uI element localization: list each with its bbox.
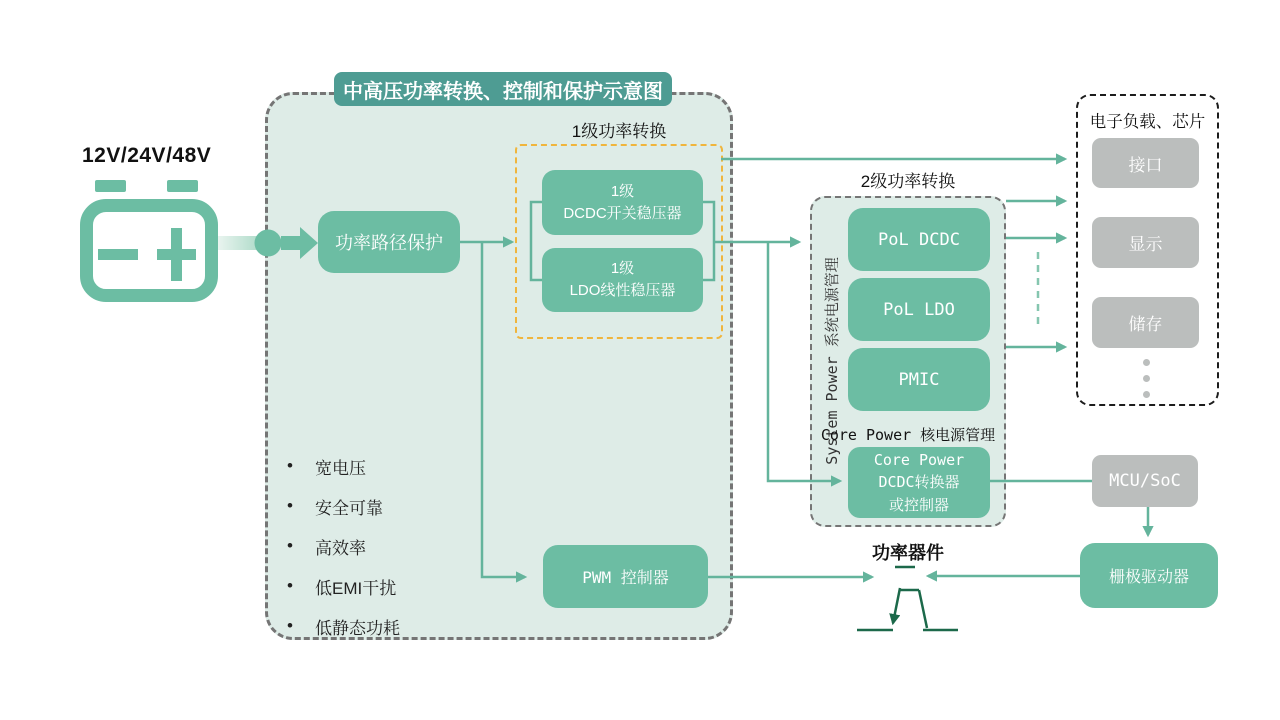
power-device-label: 功率器件 xyxy=(872,543,944,563)
node-line: 1级 xyxy=(610,260,635,278)
ellipsis-dot-icon xyxy=(1143,375,1150,382)
battery-terminal-icon xyxy=(95,180,126,192)
list-item: • 低静态功耗 xyxy=(283,606,483,646)
node-line: 或控制器 xyxy=(888,495,949,514)
list-item: • 宽电压 xyxy=(283,446,483,486)
node-line: 1级 xyxy=(610,182,635,200)
source-voltage-label: 12V/24V/48V xyxy=(82,144,212,167)
list-item: • 安全可靠 xyxy=(283,486,483,526)
node-stage1-ldo xyxy=(542,248,703,312)
ellipsis-dot-icon xyxy=(1143,391,1150,398)
stage1-label: 1级功率转换 xyxy=(571,122,667,141)
node-line: Core Power xyxy=(873,450,965,469)
ellipsis-dot-icon xyxy=(1143,359,1150,366)
node-mcu-soc: MCU/SoC xyxy=(1092,455,1198,507)
battery-terminal-icon xyxy=(167,180,198,192)
node-pwm-controller: PWM 控制器 xyxy=(543,545,708,608)
plus-icon xyxy=(171,228,182,281)
node-line: LDO线性稳压器 xyxy=(569,282,676,299)
node-stage1-dcdc xyxy=(542,170,703,235)
minus-icon xyxy=(98,249,138,260)
node-line: DCDC开关稳压器 xyxy=(563,204,682,222)
node-gate-driver: 栅极驱动器 xyxy=(1080,543,1218,608)
node-pol-dcdc: PoL DCDC xyxy=(848,208,990,271)
node-load-interface: 接口 xyxy=(1092,138,1199,188)
page-title: 中高压功率转换、控制和保护示意图 xyxy=(334,72,672,106)
feature-list xyxy=(283,446,483,646)
node-pol-ldo: PoL LDO xyxy=(848,278,990,341)
list-item: • 低EMI干扰 xyxy=(283,566,483,606)
node-core-power xyxy=(848,447,990,518)
power-device-symbol xyxy=(857,567,958,630)
system-power-side-label: System Power 系统电源管理 xyxy=(823,257,841,465)
loads-title: 电子负载、芯片 xyxy=(1089,113,1206,131)
node-power-path-protection: 功率路径保护 xyxy=(318,211,460,273)
node-pmic: PMIC xyxy=(848,348,990,411)
list-item: • 高效率 xyxy=(283,526,483,566)
node-line: DCDC转换器 xyxy=(878,473,960,492)
node-load-display: 显示 xyxy=(1092,217,1199,268)
stage2-label: 2级功率转换 xyxy=(860,172,956,191)
core-power-label: Core Power 核电源管理 xyxy=(820,426,996,444)
node-load-storage: 储存 xyxy=(1092,297,1199,348)
